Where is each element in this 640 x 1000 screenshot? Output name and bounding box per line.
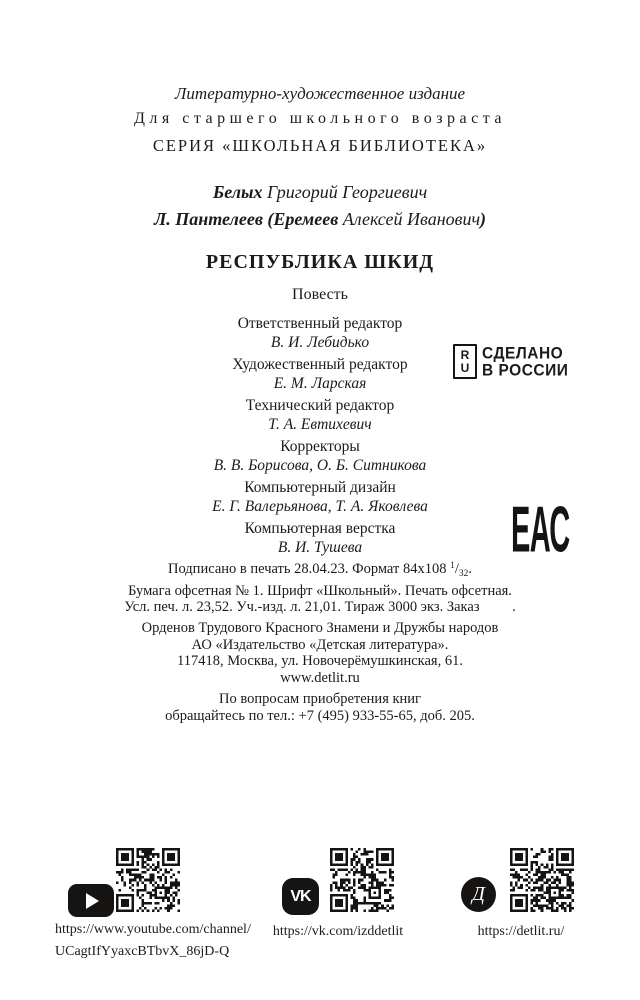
series-label: СЕРИЯ «ШКОЛЬНАЯ БИБЛИОТЕКА» xyxy=(152,136,488,155)
vk-icon xyxy=(282,878,319,915)
ru-letter-r: R xyxy=(460,348,470,362)
author-line-2 xyxy=(0,209,640,230)
author-given-names: Григорий Георгиевич xyxy=(262,182,428,202)
credit-names: Е. М. Ларская xyxy=(273,375,367,392)
credit-item xyxy=(0,437,640,475)
vk-letters: VK xyxy=(290,887,311,905)
author-paren-close: ) xyxy=(480,209,487,229)
contact-block xyxy=(0,691,640,724)
detlit-logo-icon xyxy=(461,877,496,912)
edition-type-label: Литературно-художественное издание xyxy=(174,84,466,103)
book-subtitle: Повесть xyxy=(292,286,348,303)
author-line-1 xyxy=(0,182,640,203)
youtube-url-line1: https://www.youtube.com/channel/ xyxy=(55,922,251,937)
credit-role: Технический редактор xyxy=(245,397,395,414)
made-in-russia-line2: В РОССИИ xyxy=(482,361,569,380)
publisher-honors-line: Орденов Трудового Красного Знамени и Дружбы народов xyxy=(141,620,499,636)
qr-code-detlit xyxy=(510,848,574,912)
credit-names: В. И. Лебидько xyxy=(270,334,370,351)
imprint-line-3: Усл. печ. л. 23,52. Уч.-изд. л. 21,01. Тираж 3000 экз. Заказ . xyxy=(124,599,516,615)
eac-mark-icon: ЕАС xyxy=(511,491,570,566)
credit-role: Компьютерная верстка xyxy=(244,520,396,537)
qr-code-youtube xyxy=(116,848,180,912)
fraction-numerator: 1 xyxy=(450,561,455,571)
credit-names: В. В. Борисова, О. Б. Ситникова xyxy=(213,457,427,474)
youtube-url-line2: UCagtIfYyaxcBTbvX_86jD-Q xyxy=(55,943,230,959)
publisher-address-line: 117418, Москва, ул. Новочерёмушкинская, 61. xyxy=(177,653,463,669)
imprint-block xyxy=(0,558,640,616)
publisher-website: www.detlit.ru xyxy=(280,669,360,686)
ru-letter-u: U xyxy=(460,360,470,375)
vk-url: https://vk.com/izddetlit xyxy=(272,924,404,939)
credit-role: Художественный редактор xyxy=(232,356,408,373)
contact-line-1: По вопросам приобретения книг xyxy=(219,691,421,707)
credit-names: Е. Г. Валерьянова, Т. А. Яковлева xyxy=(212,498,428,515)
contact-line-2: обращайтесь по тел.: +7 (495) 933-55-65, доб. 205. xyxy=(165,707,475,724)
author-real-name: Алексей Иванович xyxy=(338,209,481,229)
fraction-denominator: 32 xyxy=(458,569,469,579)
publisher-block xyxy=(0,620,640,686)
imprint-line-1: Подписано в печать 28.04.23. Формат 84x108 $^1/_{32}$. xyxy=(168,561,472,579)
author-surname: Белых xyxy=(212,182,263,202)
credit-role: Ответственный редактор xyxy=(237,315,403,332)
credit-item xyxy=(0,396,640,434)
credit-role: Корректоры xyxy=(280,438,360,455)
made-in-russia-badge xyxy=(453,344,568,379)
made-in-russia-text xyxy=(482,346,568,379)
made-in-russia-ru-icon xyxy=(453,344,477,379)
youtube-icon xyxy=(68,884,114,917)
author-pen-name: Л. Пантелеев (Еремеев xyxy=(153,209,339,229)
made-in-russia-line1: СДЕЛАНО xyxy=(482,344,564,363)
imprint-line-2: Бумага офсетная № 1. Шрифт «Школьный». Печать офсетная. xyxy=(128,582,512,599)
book-title: РЕСПУБЛИКА ШКИД xyxy=(205,251,435,273)
age-category-label: Для старшего школьного возраста xyxy=(133,110,507,127)
qr-code-vk xyxy=(330,848,394,912)
publisher-name-line: АО «Издательство «Детская литература». xyxy=(191,636,449,653)
fraction-slash: / xyxy=(454,561,459,577)
credit-role: Компьютерный дизайн xyxy=(244,479,396,496)
detlit-url: https://detlit.ru/ xyxy=(477,924,565,939)
detlit-monogram: Д xyxy=(472,883,485,905)
play-triangle-icon xyxy=(86,893,99,909)
credit-names: В. И. Тушева xyxy=(277,539,363,556)
credit-names: Т. А. Евтихевич xyxy=(268,416,372,433)
